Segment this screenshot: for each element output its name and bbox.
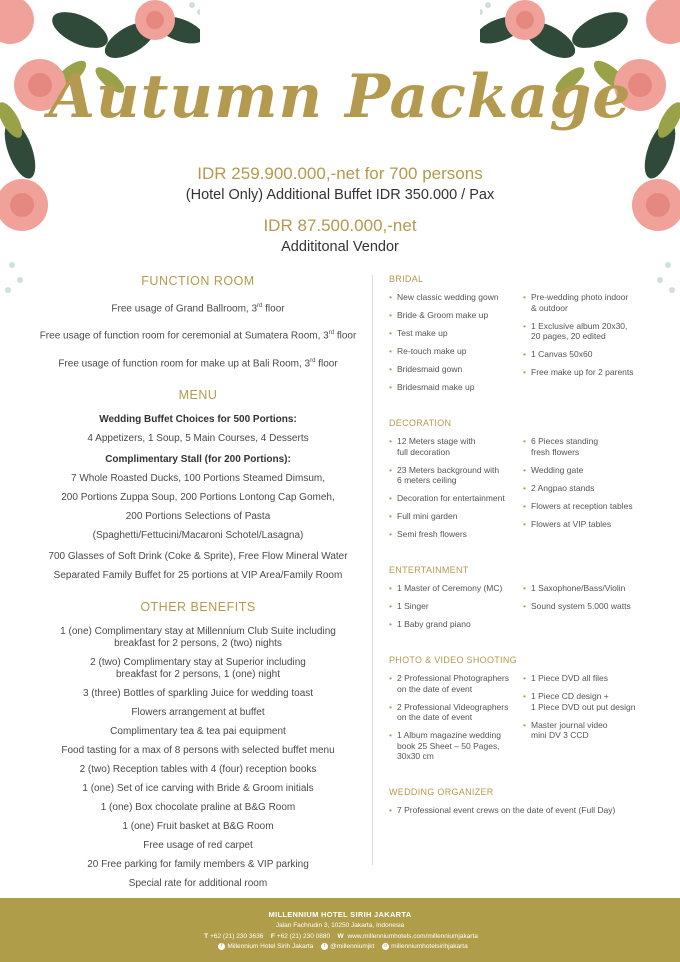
function-room-item bbox=[28, 300, 368, 315]
footer-social bbox=[0, 943, 680, 950]
benefit-item: 2 (two) Complimentary stay at Superior including breakfast for 2 persons, 1 (one) night bbox=[90, 656, 306, 680]
function-room-item-text: Free usage of function room for ceremonial at Sumatera Room, 3 bbox=[39, 330, 329, 342]
menu-extra-line: Separated Family Buffet for 25 portions at VIP Area/Family Room bbox=[53, 569, 343, 581]
benefit-item: Food tasting for a max of 8 persons with selected buffet menu bbox=[61, 744, 335, 756]
section-grid bbox=[389, 583, 674, 637]
function-room-item bbox=[28, 355, 368, 370]
bullet-item: • 1 Saxophone/Bass/Violin bbox=[523, 583, 674, 594]
bullet-item: • Sound system 5.000 watts bbox=[523, 601, 674, 612]
bullet-item: • 2 Professional Videographers on the date of event bbox=[389, 702, 523, 723]
benefit-item: 20 Free parking for family members & VIP parking bbox=[87, 858, 309, 870]
section-title: WEDDING ORGANIZER bbox=[389, 787, 494, 797]
stall-line: 200 Portions Selections of Pasta bbox=[125, 510, 271, 522]
section-col-1 bbox=[389, 673, 523, 769]
function-room-section bbox=[28, 274, 368, 370]
section-col-2 bbox=[523, 583, 674, 637]
section-title: DECORATION bbox=[389, 418, 452, 428]
floral-decoration-right bbox=[480, 0, 680, 310]
bullet-item: • Free make up for 2 parents bbox=[523, 367, 674, 378]
section-title: ENTERTAINMENT bbox=[389, 565, 469, 575]
section-col-1 bbox=[389, 436, 523, 547]
bullet-item: • 6 Pieces standing fresh flowers bbox=[523, 436, 674, 457]
twitter-icon: t bbox=[321, 943, 328, 950]
column-divider bbox=[372, 275, 373, 865]
other-benefits-section bbox=[28, 600, 368, 890]
price-subtitle: (Hotel Only) Additional Buffet IDR 350.000 / Pax bbox=[185, 187, 495, 203]
bullet-item: • Bridesmaid make up bbox=[389, 382, 523, 393]
benefit-item: Special rate for additional room bbox=[128, 877, 268, 889]
benefit-item: Free usage of red carpet bbox=[143, 839, 253, 851]
left-column bbox=[28, 274, 368, 897]
bullet-item: • 1 Piece DVD all files bbox=[523, 673, 674, 684]
footer-facebook[interactable]: Millennium Hotel Sirih Jakarta bbox=[227, 943, 314, 951]
function-room-title: FUNCTION ROOM bbox=[141, 274, 255, 288]
right-section-decoration bbox=[389, 418, 674, 547]
section-title: BRIDAL bbox=[389, 274, 424, 284]
bullet-item: • 1 Baby grand piano bbox=[389, 619, 523, 630]
right-column bbox=[389, 274, 674, 823]
bullet-item: • 2 Angpao stands bbox=[523, 483, 674, 494]
section-grid bbox=[389, 805, 674, 823]
section-grid bbox=[389, 436, 674, 547]
stall-line: (Spaghetti/Fettucini/Macaroni Schotel/Lasagna) bbox=[92, 529, 304, 541]
stall-heading: Complimentary Stall (for 200 Portions): bbox=[105, 453, 291, 465]
menu-extra-line: 700 Glasses of Soft Drink (Coke & Sprite), Free Flow Mineral Water bbox=[48, 550, 348, 562]
bullet-item: • Flowers at reception tables bbox=[523, 501, 674, 512]
footer-hotel-name: MILLENNIUM HOTEL SIRIH JAKARTA bbox=[268, 910, 412, 919]
section-col-2 bbox=[523, 673, 674, 769]
phone-label: T bbox=[204, 933, 209, 940]
buffet-heading: Wedding Buffet Choices for 500 Portions: bbox=[99, 413, 297, 425]
benefit-item: 3 (three) Bottles of sparkling Juice for wedding toast bbox=[82, 687, 314, 699]
stall-line: 7 Whole Roasted Ducks, 100 Portions Steamed Dimsum, bbox=[71, 472, 325, 484]
footer-instagram[interactable]: millenniumhotelsirihjakarta bbox=[391, 943, 468, 951]
bullet-item: • 1 Album magazine wedding book 25 Sheet – 50 Pages, 30x30 cm bbox=[389, 730, 523, 762]
footer-contact bbox=[0, 933, 680, 940]
function-room-item-tail: floor bbox=[262, 303, 285, 315]
vendor-label: Addititonal Vendor bbox=[281, 239, 399, 255]
bullet-item: • Wedding gate bbox=[523, 465, 674, 476]
footer-phone: +62 (21) 230 3636 bbox=[210, 933, 264, 940]
section-col-2 bbox=[523, 292, 674, 400]
section-title: PHOTO & VIDEO SHOOTING bbox=[389, 655, 517, 665]
section-grid bbox=[389, 673, 674, 769]
bullet-item: • Master journal video mini DV 3 CCD bbox=[523, 720, 674, 741]
main-price: IDR 259.900.000,-net for 700 persons bbox=[197, 164, 483, 183]
right-section-photo-video-shooting bbox=[389, 655, 674, 769]
page-title: Autumn Package bbox=[48, 62, 632, 132]
bullet-item: • 1 Piece CD design + 1 Piece DVD out put design bbox=[523, 691, 674, 712]
bullet-item: • Test make up bbox=[389, 328, 523, 339]
function-room-item-text: Free usage of function room for make up at Bali Room, 3 bbox=[58, 357, 311, 369]
section-col-1 bbox=[389, 292, 523, 400]
vendor-price: IDR 87.500.000,-net bbox=[263, 216, 417, 235]
bullet-item: • Pre-wedding photo indoor & outdoor bbox=[523, 292, 674, 313]
function-room-item bbox=[28, 327, 368, 342]
instagram-icon: o bbox=[382, 943, 389, 950]
footer-address: Jalan Fachrudin 3, 10250 Jakarta, Indonesia bbox=[275, 922, 405, 929]
bullet-item: • Flowers at VIP tables bbox=[523, 519, 674, 530]
benefit-item: 1 (one) Set of ice carving with Bride & Groom initials bbox=[82, 782, 314, 794]
function-room-item-tail: floor bbox=[315, 357, 338, 369]
right-section-wedding-organizer bbox=[389, 787, 674, 823]
benefit-item: 2 (two) Reception tables with 4 (four) reception books bbox=[79, 763, 317, 775]
bullet-item: • 7 Professional event crews on the date of event (Full Day) bbox=[389, 805, 674, 816]
benefit-item: Complimentary tea & tea pai equipment bbox=[110, 725, 286, 737]
bullet-item: • 1 Canvas 50x60 bbox=[523, 349, 674, 360]
section-col-1 bbox=[389, 805, 674, 823]
function-room-item-sup: rd bbox=[328, 330, 335, 337]
section-col-2 bbox=[523, 436, 674, 547]
function-room-item-tail: floor bbox=[334, 330, 357, 342]
footer-website[interactable]: www.millenniumhotels.com/millenniumjakarta bbox=[347, 933, 478, 940]
bullet-item: • 2 Professional Photographers on the date of event bbox=[389, 673, 523, 694]
stall-line: 200 Portions Zuppa Soup, 200 Portions Lontong Cap Gomeh, bbox=[61, 491, 335, 503]
footer bbox=[0, 898, 680, 962]
menu-section bbox=[28, 388, 368, 582]
bullet-item: • 1 Singer bbox=[389, 601, 523, 612]
right-section-entertainment bbox=[389, 565, 674, 637]
bullet-item: • Semi fresh flowers bbox=[389, 529, 523, 540]
bullet-item: • 1 Master of Ceremony (MC) bbox=[389, 583, 523, 594]
bullet-item: • 1 Exclusive album 20x30, 20 pages, 20 edited bbox=[523, 321, 674, 342]
right-section-bridal bbox=[389, 274, 674, 400]
footer-twitter[interactable]: @millenniumjkt bbox=[330, 943, 375, 951]
bullet-item: • 12 Meters stage with full decoration bbox=[389, 436, 523, 457]
section-grid bbox=[389, 292, 674, 400]
footer-fax: +62 (21) 230 0880 bbox=[276, 933, 331, 940]
benefit-item: 1 (one) Complimentary stay at Millennium Club Suite including breakfast for 2 persons, 2 (two) nights bbox=[60, 625, 336, 649]
function-room-item-sup: rd bbox=[310, 357, 316, 364]
function-room-item-text: Free usage of Grand Ballroom, 3 bbox=[111, 303, 258, 315]
floral-decoration-left bbox=[0, 0, 200, 310]
benefit-item: Flowers arrangement at buffet bbox=[131, 706, 265, 718]
bullet-item: • Re-touch make up bbox=[389, 346, 523, 357]
section-col-1 bbox=[389, 583, 523, 637]
fax-label: F bbox=[270, 933, 275, 940]
bullet-item: • Bridesmaid gown bbox=[389, 364, 523, 375]
bullet-item: • Decoration for entertainment bbox=[389, 493, 523, 504]
benefit-item: 1 (one) Box chocolate praline at B&G Room bbox=[100, 801, 296, 813]
web-label: W bbox=[337, 933, 344, 940]
menu-title: MENU bbox=[178, 387, 218, 402]
other-benefits-title: OTHER BENEFITS bbox=[140, 599, 256, 614]
function-room-item-sup: rd bbox=[257, 303, 263, 309]
bullet-item: • 23 Meters background with 6 meters ceiling bbox=[389, 465, 523, 486]
facebook-icon: f bbox=[218, 943, 225, 950]
buffet-line: 4 Appetizers, 1 Soup, 5 Main Courses, 4 Desserts bbox=[87, 432, 309, 444]
bullet-item: • Full mini garden bbox=[389, 511, 523, 522]
bullet-item: • Bride & Groom make up bbox=[389, 310, 523, 321]
benefit-item: 1 (one) Fruit basket at B&G Room bbox=[122, 820, 274, 832]
bullet-item: • New classic wedding gown bbox=[389, 292, 523, 303]
